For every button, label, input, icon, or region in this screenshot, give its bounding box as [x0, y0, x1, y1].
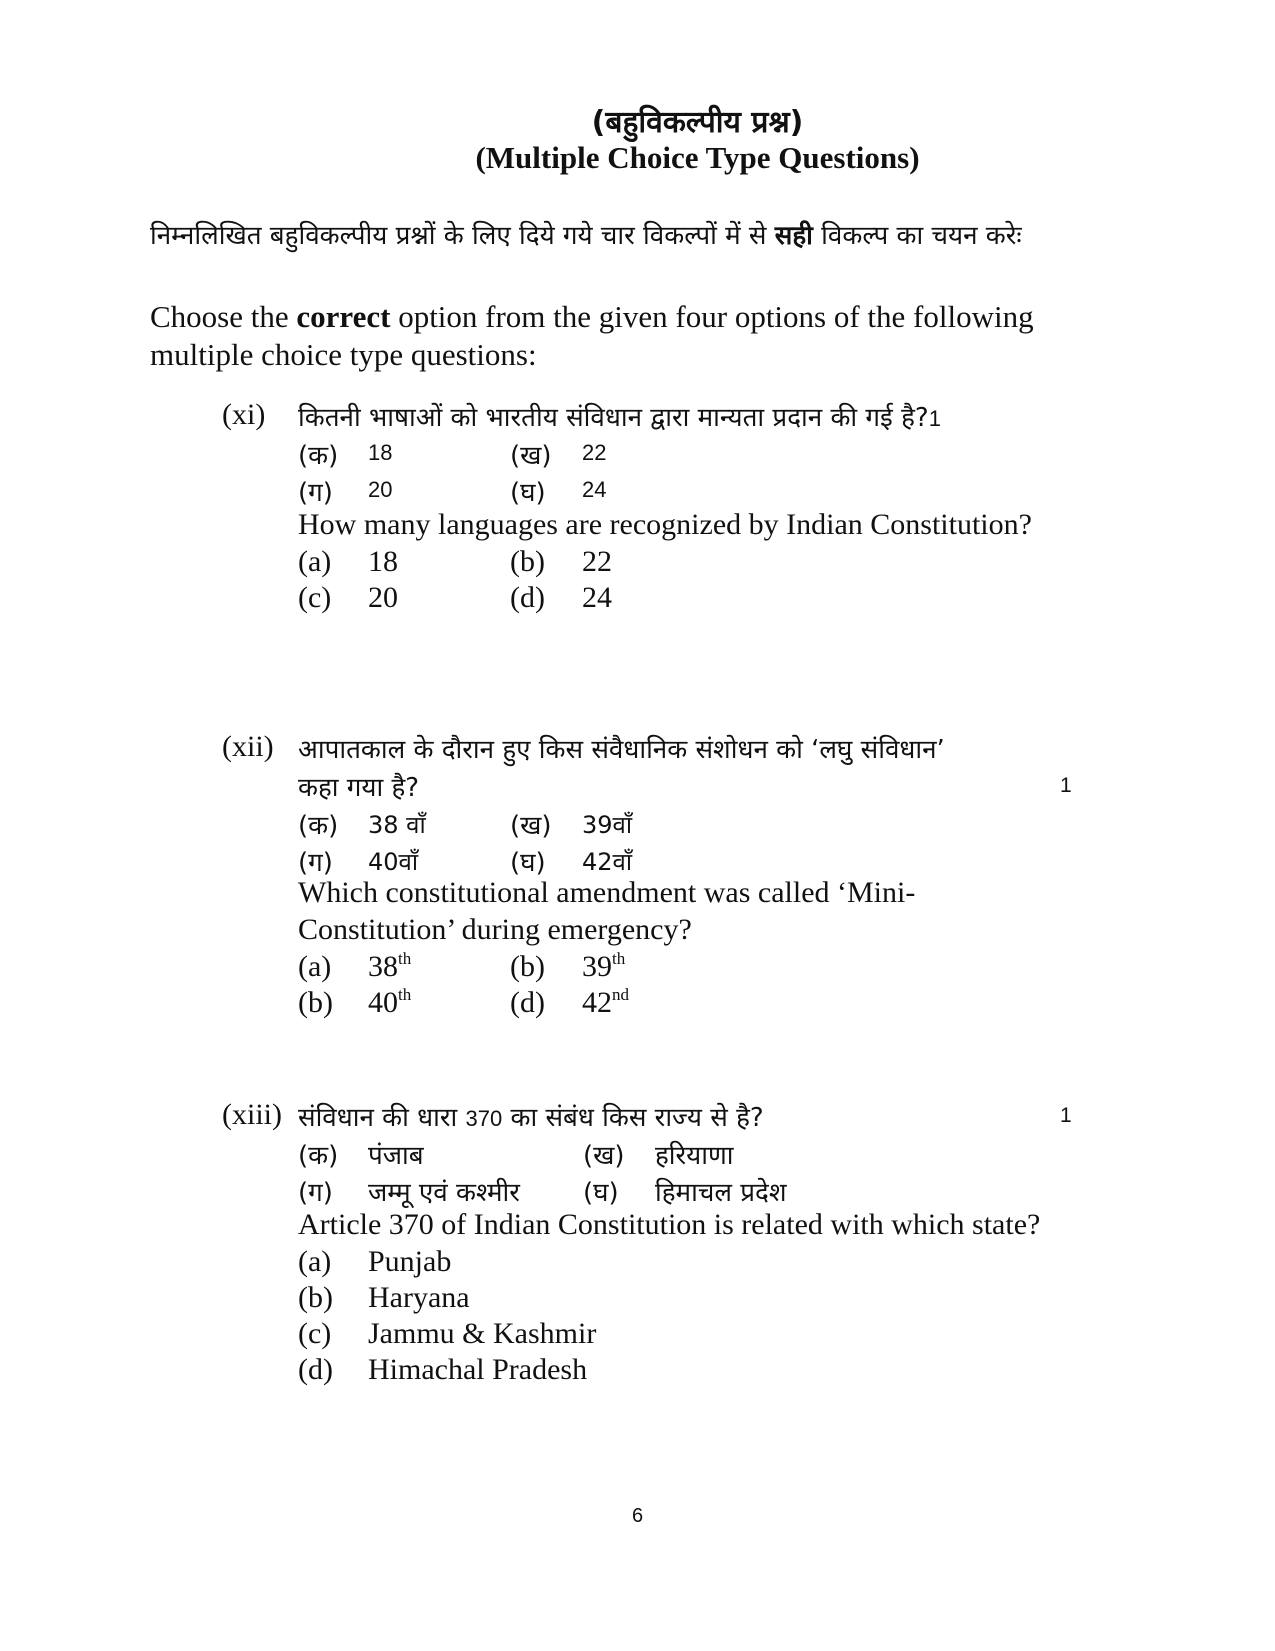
question-english-text: How many languages are recognized by Indian Constitution?	[298, 508, 1032, 541]
instructions-hindi	[150, 218, 1110, 254]
option-row	[298, 1353, 698, 1389]
option-number: 40	[368, 986, 398, 1019]
option-value: Punjab	[368, 1245, 452, 1278]
option-label: (ग)	[298, 1178, 333, 1208]
option-label: (c)	[298, 1317, 332, 1350]
instructions-english-post: option from the given four options of the following multiple choice type questions:	[150, 299, 1034, 372]
option-label: (घ)	[510, 848, 546, 878]
option-label: (ख)	[510, 441, 552, 471]
option-value: पंजाब	[368, 1141, 424, 1171]
page-number: 6	[631, 1505, 644, 1527]
option-label: (b)	[510, 950, 545, 983]
option-value: Haryana	[368, 1281, 470, 1314]
question-number: (xiii)	[222, 1098, 282, 1131]
question-hindi-pre: संविधान की धारा	[298, 1103, 458, 1133]
option-value	[368, 986, 411, 1020]
option-label: (c)	[298, 581, 332, 614]
option-label: (d)	[298, 1353, 333, 1386]
option-number: 39	[582, 950, 612, 983]
option-value: 39वाँ	[582, 811, 633, 839]
option-value: 24	[582, 581, 612, 614]
instructions-english-pre: Choose the	[150, 299, 289, 334]
instructions-hindi-pre: निम्नलिखित बहुविकल्पीय प्रश्नों के लिए दिये गये चार विकल्पों में से	[150, 221, 767, 251]
question-number: (xii)	[222, 730, 274, 763]
option-value: 18	[368, 440, 393, 465]
option-value: 38 वाँ	[368, 811, 426, 839]
option-label: (b)	[298, 986, 333, 1019]
option-label: (क)	[298, 1141, 339, 1171]
option-label: (घ)	[510, 478, 546, 508]
option-value: 20	[368, 477, 393, 502]
option-label: (ख)	[510, 811, 552, 841]
option-label: (क)	[298, 811, 339, 841]
option-value: 18	[368, 545, 398, 578]
option-value: Jammu & Kashmir	[368, 1317, 597, 1350]
question-hindi-article-number: 370	[465, 1106, 503, 1131]
option-ordinal-suffix: th	[398, 985, 412, 1004]
option-value: 20	[368, 581, 398, 614]
option-row	[298, 986, 698, 1022]
option-label: (ग)	[298, 848, 333, 878]
option-label: (घ)	[583, 1178, 619, 1208]
question-marks: 1	[928, 406, 941, 431]
option-value: 42वाँ	[582, 848, 633, 876]
heading-hindi: (बहुविकल्पीय प्रश्न)	[591, 105, 804, 140]
option-ordinal-suffix: nd	[612, 985, 629, 1004]
question-english-text: Article 370 of Indian Constitution is related with which state?	[298, 1208, 1041, 1241]
option-value: जम्मू एवं कश्मीर	[368, 1178, 520, 1208]
question-english-text: Which constitutional amendment was called ‘Mini-	[298, 876, 916, 909]
question-hindi-label: कितनी भाषाओं को भारतीय संविधान द्वारा मान्यता प्रदान की गई है?	[298, 403, 929, 433]
option-ordinal-suffix: th	[398, 949, 412, 968]
option-row	[298, 581, 698, 617]
question-hindi-text: आपातकाल के दौरान हुए किस संवैधानिक संशोधन को ‘लघु संविधान’	[298, 735, 945, 765]
option-value: 22	[582, 440, 607, 465]
option-label: (d)	[510, 986, 545, 1019]
instructions-hindi-post: विकल्प का चयन करेः	[821, 221, 1022, 251]
option-value: हरियाणा	[655, 1141, 734, 1171]
option-row	[298, 1245, 698, 1281]
option-ordinal-suffix: th	[612, 949, 626, 968]
instructions-english	[150, 298, 1110, 374]
option-value: 24	[582, 477, 607, 502]
option-number: 38	[368, 950, 398, 983]
option-value: Himachal Pradesh	[368, 1353, 588, 1386]
question-hindi-text	[298, 1098, 764, 1134]
question-marks: 1	[1060, 1104, 1072, 1127]
option-label: (b)	[298, 1281, 333, 1314]
option-label: (d)	[510, 581, 545, 614]
question-hindi-text	[298, 398, 941, 434]
question-hindi-text-line2: कहा गया है?	[298, 773, 420, 803]
question-number: (xi)	[222, 398, 266, 431]
option-label: (b)	[510, 545, 545, 578]
option-value: 22	[582, 545, 612, 578]
instructions-english-bold: correct	[296, 299, 391, 334]
heading-english: (Multiple Choice Type Questions)	[475, 140, 920, 175]
option-label: (a)	[298, 950, 332, 983]
option-label: (a)	[298, 1245, 332, 1278]
option-label: (ग)	[298, 478, 333, 508]
option-value: 40वाँ	[368, 848, 419, 876]
option-label: (क)	[298, 441, 339, 471]
question-english-text-line2: Constitution’ during emergency?	[298, 913, 692, 946]
instructions-hindi-bold: सही	[774, 221, 813, 251]
option-row	[298, 1281, 698, 1317]
option-row	[298, 1317, 698, 1353]
option-label: (a)	[298, 545, 332, 578]
option-number: 42	[582, 986, 612, 1019]
option-row	[298, 545, 698, 581]
option-value	[582, 950, 625, 984]
option-label: (ख)	[583, 1141, 625, 1171]
option-row	[298, 950, 698, 986]
question-hindi-post: का संबंध किस राज्य से है?	[510, 1103, 764, 1133]
option-value	[582, 986, 629, 1020]
option-value	[368, 950, 411, 984]
option-value: हिमाचल प्रदेश	[655, 1178, 787, 1208]
question-marks: 1	[1060, 774, 1072, 797]
